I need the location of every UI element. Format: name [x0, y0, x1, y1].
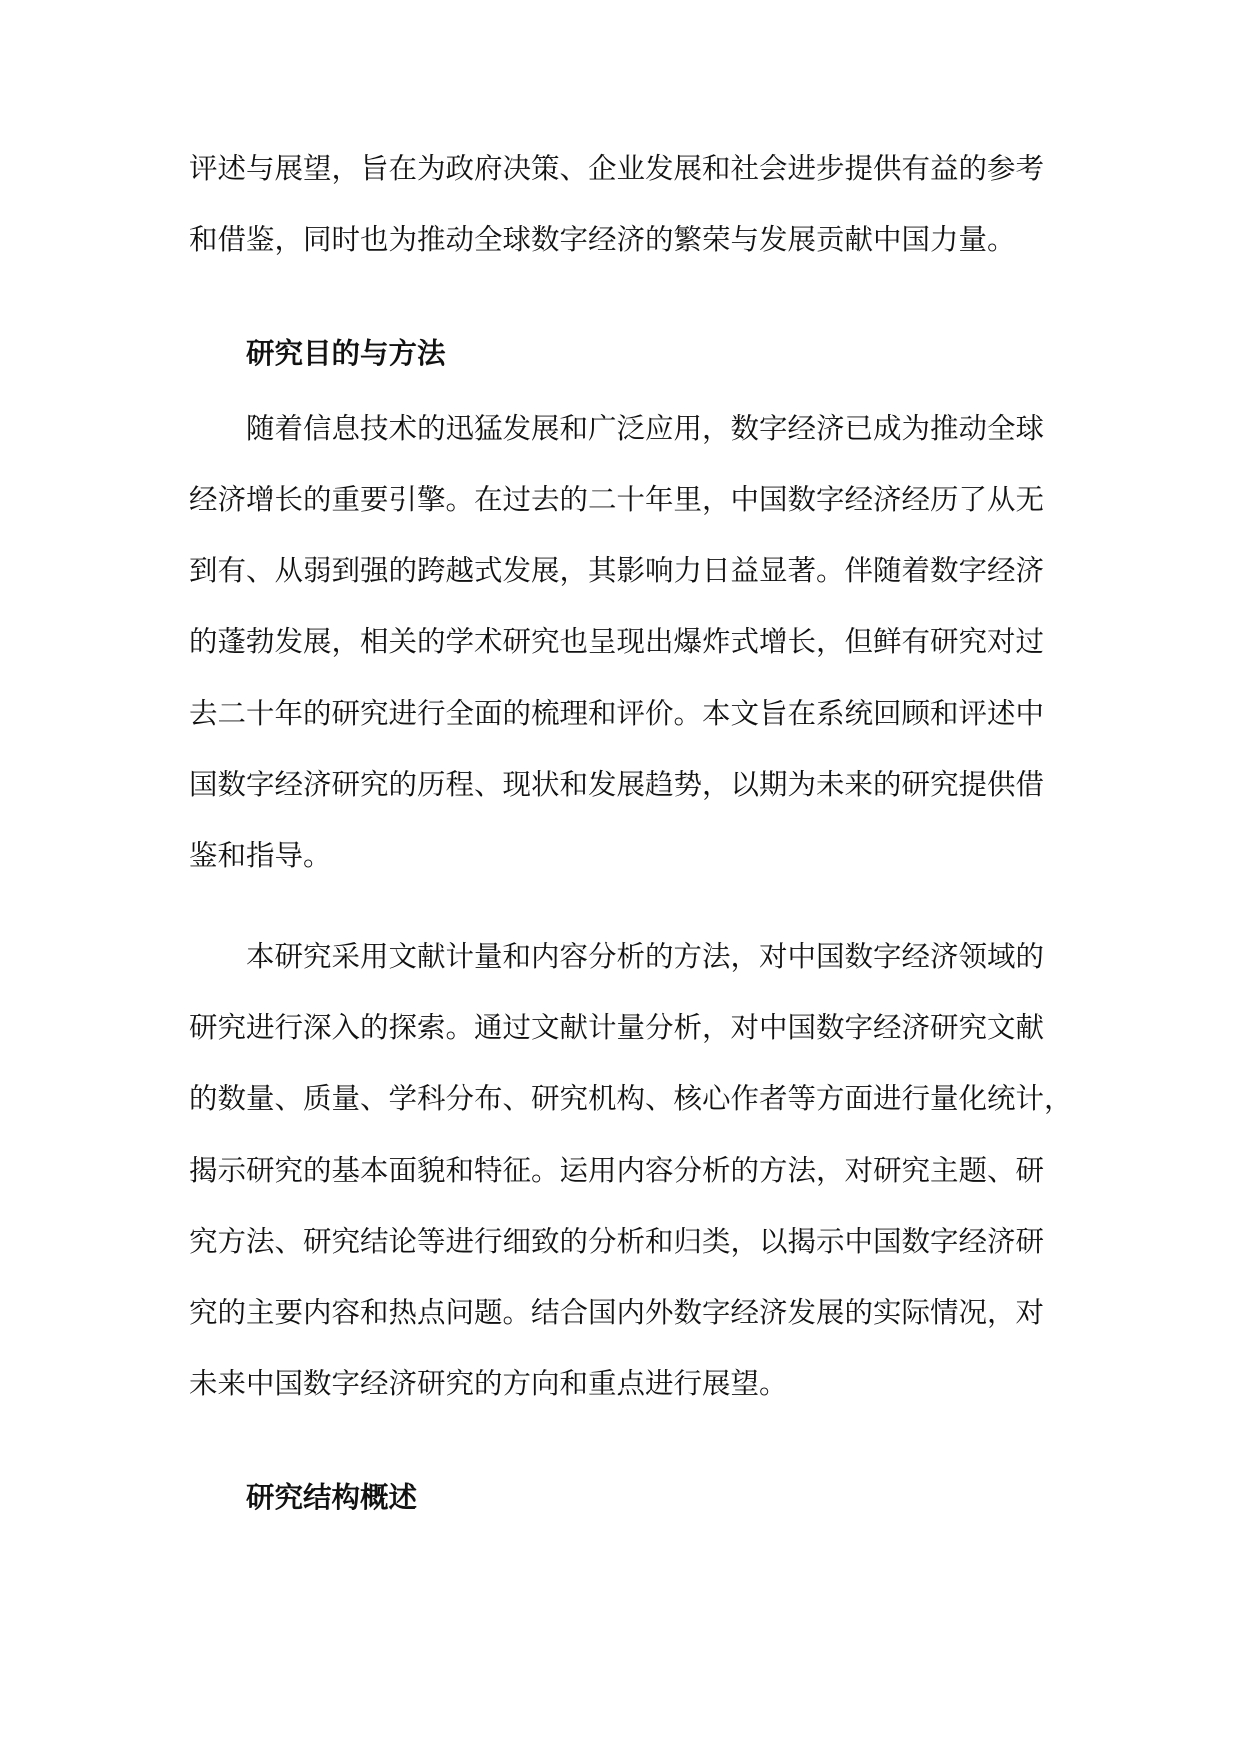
paragraph-line: 的数量、质量、学科分布、研究机构、核心作者等方面进行量化统计，: [189, 1082, 1073, 1115]
paragraph-line: 国数字经济研究的历程、现状和发展趋势，以期为未来的研究提供借: [189, 768, 1045, 801]
paragraph-line: 未来中国数字经济研究的方向和重点进行展望。: [189, 1367, 788, 1400]
paragraph-line: 揭示研究的基本面貌和特征。运用内容分析的方法，对研究主题、研: [189, 1154, 1045, 1187]
paragraph-line: 去二十年的研究进行全面的梳理和评价。本文旨在系统回顾和评述中: [189, 697, 1045, 730]
paragraph-line: 本研究采用文献计量和内容分析的方法，对中国数字经济领域的: [246, 940, 1045, 973]
paragraph-line: 的蓬勃发展，相关的学术研究也呈现出爆炸式增长，但鲜有研究对过: [189, 625, 1045, 658]
paragraph-line: 研究进行深入的探索。通过文献计量分析，对中国数字经济研究文献: [189, 1011, 1045, 1044]
paragraph-line: 究的主要内容和热点问题。结合国内外数字经济发展的实际情况，对: [189, 1296, 1045, 1329]
section-heading-research-purpose: 研究目的与方法: [246, 336, 446, 370]
intro-line: 和借鉴，同时也为推动全球数字经济的繁荣与发展贡献中国力量。: [189, 223, 1016, 256]
paragraph-line: 经济增长的重要引擎。在过去的二十年里，中国数字经济经历了从无: [189, 483, 1045, 516]
paragraph-line: 究方法、研究结论等进行细致的分析和归类，以揭示中国数字经济研: [189, 1225, 1045, 1258]
paragraph-line: 随着信息技术的迅猛发展和广泛应用，数字经济已成为推动全球: [246, 412, 1045, 445]
paragraph-line: 鉴和指导。: [189, 839, 332, 872]
section-heading-structure-overview: 研究结构概述: [246, 1480, 418, 1514]
intro-line: 评述与展望，旨在为政府决策、企业发展和社会进步提供有益的参考: [189, 152, 1045, 185]
paragraph-line: 到有、从弱到强的跨越式发展，其影响力日益显著。伴随着数字经济: [189, 554, 1045, 587]
